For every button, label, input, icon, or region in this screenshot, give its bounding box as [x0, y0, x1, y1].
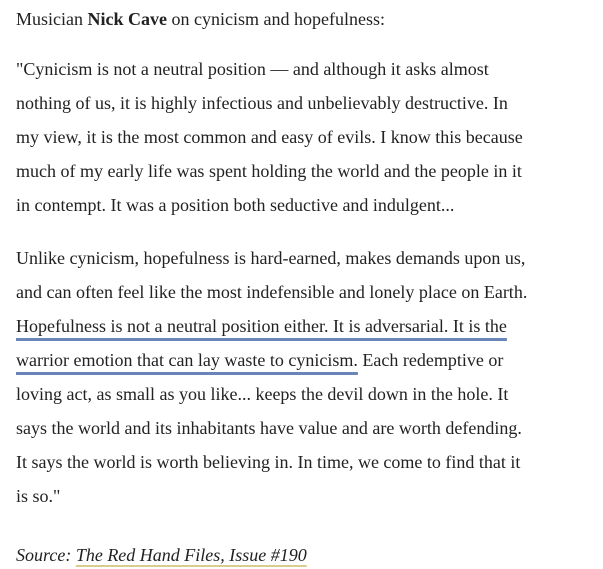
source-label: Source: — [16, 545, 76, 565]
highlighted-text: Hopefulness is not a neutral position either. It is adversarial. It is the — [16, 316, 507, 336]
quote-line: loving act, as small as you like... keeps the devil down in the hole. It — [16, 384, 509, 404]
quote-line — [16, 343, 591, 377]
quote-line: and can often feel like the most indefensible and lonely place on Earth. — [16, 282, 528, 302]
quote-line: nothing of us, it is highly infectious and unbelievably destructive. In — [16, 93, 508, 113]
quote-line: is so." — [16, 486, 61, 506]
author-name: Nick Cave — [87, 9, 167, 29]
quote-line: Unlike cynicism, hopefulness is hard-earned, makes demands upon us, — [16, 248, 526, 268]
quote-paragraph-2 — [16, 241, 591, 513]
quote-line: "Cynicism is not a neutral position — and although it asks almost — [16, 59, 489, 79]
source-citation — [16, 541, 591, 569]
article-excerpt — [16, 0, 591, 569]
quote-paragraph-1 — [16, 52, 591, 222]
intro-suffix: on cynicism and hopefulness: — [167, 9, 385, 29]
quote-line: It says the world is worth believing in. In time, we come to find that it — [16, 452, 521, 472]
quote-line: in contempt. It was a position both seductive and indulgent... — [16, 195, 455, 215]
quote-line: says the world and its inhabitants have value and are worth defending. — [16, 418, 522, 438]
intro-line — [16, 5, 591, 33]
quote-line — [16, 309, 591, 343]
highlighted-text: warrior emotion that can lay waste to cynicism. — [16, 350, 358, 370]
quote-text: Each redemptive or — [357, 350, 504, 370]
quote-line: my view, it is the most common and easy of evils. I know this because — [16, 127, 523, 147]
intro-prefix: Musician — [16, 9, 88, 29]
quote-line: much of my early life was spent holding the world and the people in it — [16, 161, 522, 181]
source-link[interactable]: The Red Hand Files, Issue #190 — [75, 545, 307, 565]
